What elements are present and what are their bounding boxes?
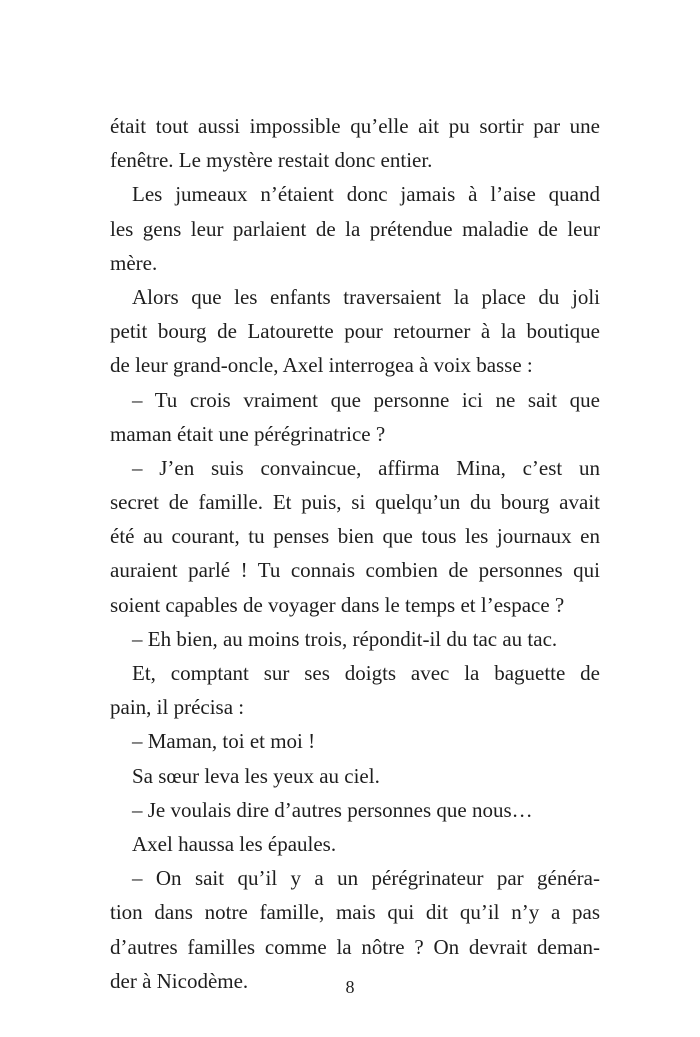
- text-line: – J’en suis convaincue, affirma Mina, c’est un: [132, 455, 600, 480]
- text-line: Les jumeaux n’étaient donc jamais à l’aise quand: [132, 182, 600, 207]
- text-line: fenêtre. Le mystère restait donc entier.: [110, 148, 433, 173]
- text-line: maman était une pérégrinatrice ?: [110, 421, 386, 446]
- text-line: – Tu crois vraiment que personne ici ne sait que: [132, 387, 600, 412]
- text-line: – On sait qu’il y a un pérégrinateur par généra-: [132, 866, 600, 891]
- text-line: les gens leur parlaient de la prétendue maladie de leur: [110, 216, 600, 241]
- text-line: – Eh bien, au moins trois, répondit-il du tac au tac.: [132, 626, 558, 651]
- text-line: de leur grand-oncle, Axel interrogea à voix basse :: [110, 353, 533, 378]
- text-line: Alors que les enfants traversaient la place du joli: [132, 284, 600, 309]
- text-line: – Maman, toi et moi !: [132, 729, 316, 754]
- body-text: [110, 109, 600, 998]
- text-line: Et, comptant sur ses doigts avec la baguette de: [132, 661, 600, 685]
- text-line: d’autres familles comme la nôtre ? On devrait deman-: [110, 934, 600, 959]
- text-line: pain, il précisa :: [110, 695, 245, 720]
- text-line: mère.: [110, 250, 158, 275]
- text-line: soient capables de voyager dans le temps et l’espace ?: [110, 592, 565, 617]
- text-line: secret de famille. Et puis, si quelqu’un du bourg avait: [110, 490, 600, 515]
- text-line: auraient parlé ! Tu connais combien de personnes qui: [110, 558, 600, 583]
- page-number: 8: [345, 977, 355, 997]
- text-line: der à Nicodème.: [110, 968, 249, 993]
- text-line: était tout aussi impossible qu’elle ait pu sortir par une: [110, 114, 600, 138]
- text-line: – Je voulais dire d’autres personnes que nous…: [132, 797, 533, 822]
- text-line: tion dans notre famille, mais qui dit qu’il n’y a pas: [110, 900, 600, 925]
- text-line: Sa sœur leva les yeux au ciel.: [132, 763, 380, 788]
- text-line: été au courant, tu penses bien que tous les journaux en: [110, 524, 600, 549]
- text-line: petit bourg de Latourette pour retourner à la boutique: [110, 319, 600, 344]
- text-line: Axel haussa les épaules.: [132, 831, 337, 856]
